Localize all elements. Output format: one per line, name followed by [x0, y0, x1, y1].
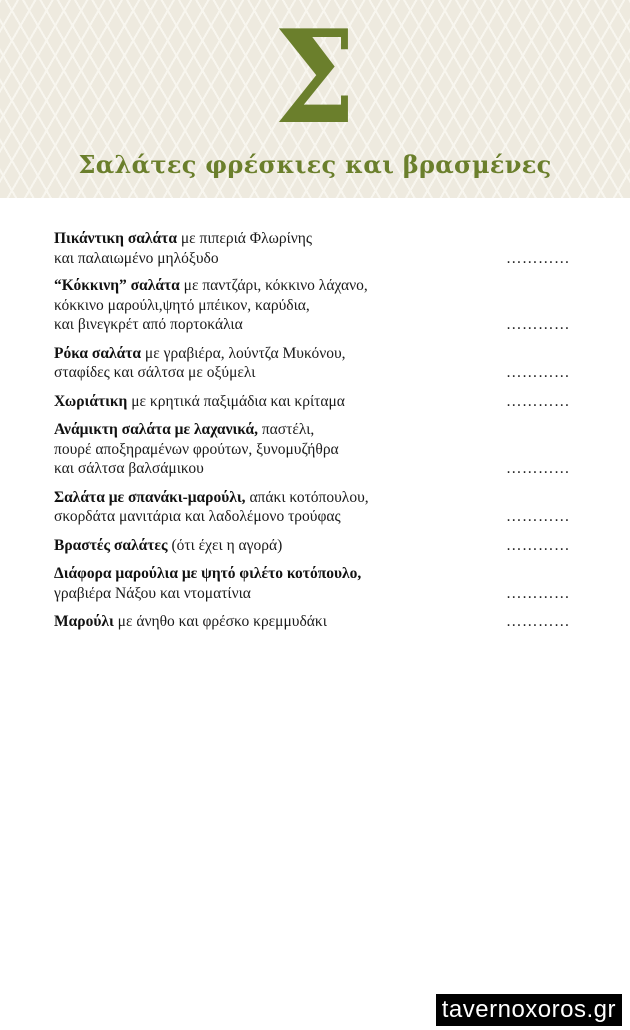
item-name: Πικάντικη σαλάτα: [54, 230, 177, 247]
item-name: Διάφορα μαρούλια με ψητό φιλέτο κοτόπουλο,: [54, 565, 362, 582]
menu-item: [54, 344, 570, 383]
item-name: Ανάμικτη σαλάτα με λαχανικά,: [54, 421, 258, 438]
menu-item: [54, 276, 570, 335]
item-description: με κρητικά παξιμάδια και κρίταμα: [131, 392, 345, 410]
item-name: Ρόκα σαλάτα: [54, 344, 142, 362]
menu-item: [54, 536, 570, 556]
menu-item: [54, 229, 570, 268]
menu-item: [54, 392, 570, 412]
price-dots: …………: [506, 316, 570, 333]
salad-menu-list: [54, 229, 570, 632]
price-dots: …………: [506, 460, 570, 477]
item-description: με παντζάρι, κόκκινο λάχανο,: [183, 277, 368, 294]
item-description: με γραβιέρα, λούντζα Μυκόνου,: [144, 344, 346, 362]
menu-item: [54, 564, 570, 603]
item-description: (ότι έχει η αγορά): [171, 536, 283, 554]
item-description-line: και σάλτσα βαλσάμικου: [54, 460, 204, 477]
item-name: Βραστές σαλάτες: [54, 536, 168, 554]
item-description: παστέλι,: [261, 421, 315, 438]
menu-item: [54, 420, 570, 479]
price-dots: …………: [506, 392, 570, 410]
site-watermark: tavernoxoros.gr: [436, 994, 622, 1026]
item-description-line: και βινεγκρέτ από πορτοκάλια: [54, 316, 243, 333]
item-description-line: σταφίδες και σάλτσα με οξύμελι: [54, 364, 256, 381]
menu-item: [54, 488, 570, 527]
price-dots: …………: [506, 584, 570, 602]
item-description: με άνηθο και φρέσκο κρεμμυδάκι: [117, 613, 327, 630]
item-description-line: σκορδάτα μανιτάρια και λαδολέμονο τρούφας: [54, 508, 341, 525]
item-name: “Κόκκινη” σαλάτα: [54, 277, 180, 294]
item-name: Χωριάτικη: [54, 392, 128, 410]
price-dots: …………: [506, 249, 570, 267]
price-dots: …………: [506, 508, 570, 525]
item-description-line: πουρέ αποξηραμένων φρούτων, ξυνομυζήθρα: [54, 440, 339, 458]
sigma-logo: Σ: [274, 3, 356, 153]
header-banner: [0, 0, 630, 198]
item-name: Μαρούλι: [54, 613, 114, 630]
item-description: απάκι κοτόπουλου,: [249, 488, 369, 506]
item-description: με πιπεριά Φλωρίνης: [180, 230, 312, 247]
item-description-line: κόκκινο μαρούλι,ψητό μπέικον, καρύδια,: [54, 296, 310, 314]
section-title: Σαλάτες φρέσκιες και βρασμένες: [78, 150, 552, 179]
item-description-line: και παλαιωμένο μηλόξυδο: [54, 249, 219, 267]
menu-item: [54, 612, 570, 632]
price-dots: …………: [506, 536, 570, 554]
item-description-line: γραβιέρα Νάξου και ντοματίνια: [54, 584, 251, 602]
price-dots: …………: [506, 364, 570, 381]
price-dots: …………: [506, 613, 570, 630]
item-name: Σαλάτα με σπανάκι-μαρούλι,: [54, 488, 246, 506]
